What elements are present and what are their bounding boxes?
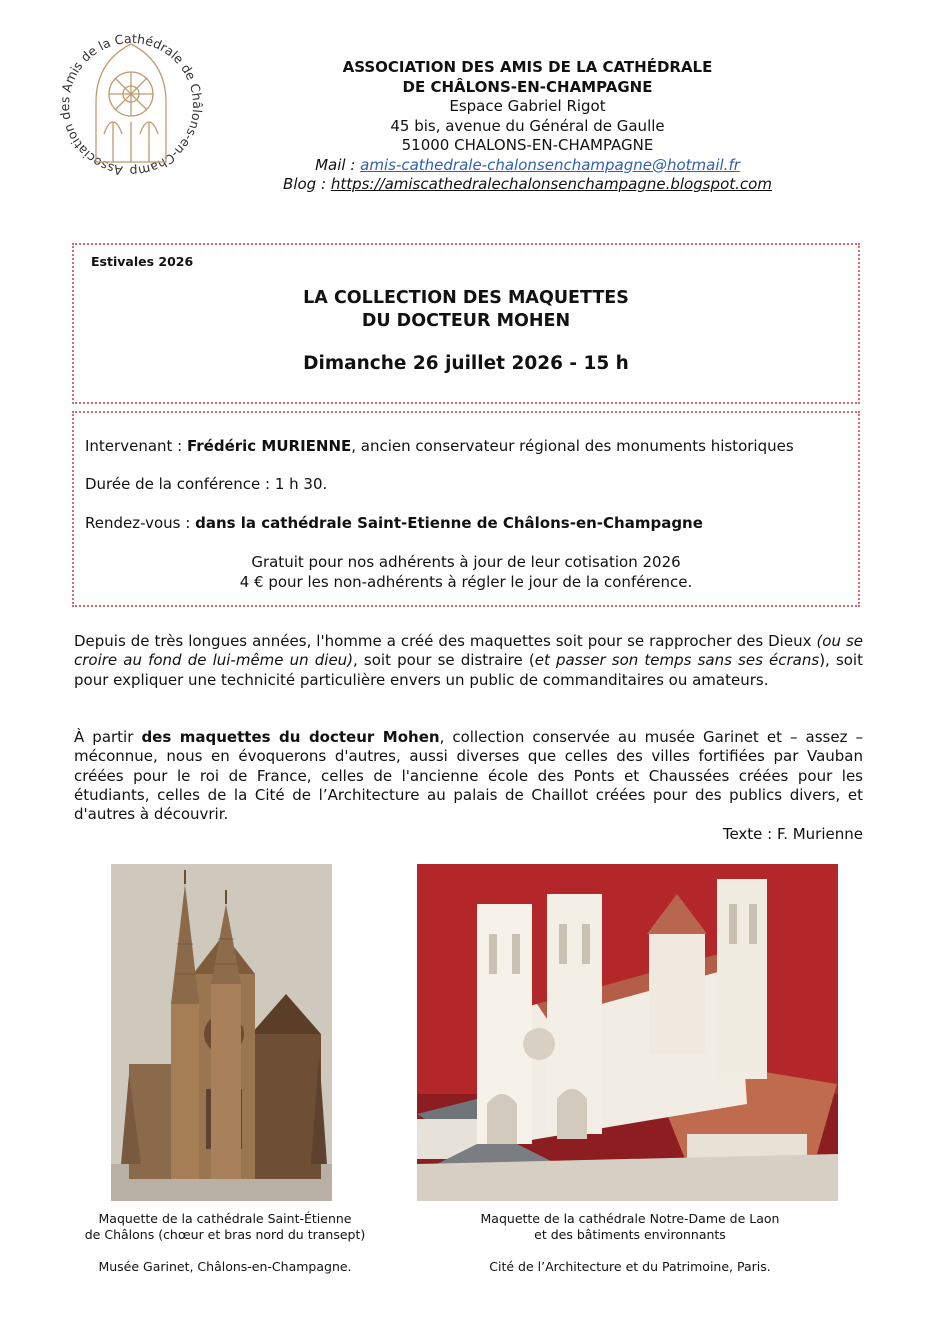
caption-right-place: Cité de l’Architecture et du Patrimoine, Paris.: [489, 1259, 771, 1274]
photo-laon-model: [417, 864, 838, 1201]
caption-left-line2: de Châlons (chœur et bras nord du transept): [84, 1227, 366, 1242]
paragraph-collection: [74, 728, 863, 824]
event-title-line2: DU DOCTEUR MOHEN: [361, 311, 571, 331]
event-date: Dimanche 26 juillet 2026 - 15 h: [303, 353, 629, 374]
org-name-line1: ASSOCIATION DES AMIS DE LA CATHÉDRALE: [342, 58, 713, 76]
event-title-line1: LA COLLECTION DES MAQUETTES: [303, 288, 629, 308]
meeting-label: Rendez-vous :: [85, 514, 196, 532]
blog-row: [240, 175, 815, 195]
blog-link[interactable]: https://amiscathedralechalonsenchampagne.blogspot.com: [330, 175, 772, 193]
photo-chalons-model: [111, 864, 332, 1201]
logo-ring-text: Association des Amis de la Cathédrale de Châlons-en-Champ: [56, 30, 206, 180]
p1-text-e: ), soit pour expliquer une technicité particulière envers un public de commanditaires ou amateurs.: [74, 651, 863, 689]
caption-right-line1: Maquette de la cathédrale Notre-Dame de Laon: [480, 1211, 780, 1226]
speaker-name: Frédéric MURIENNE: [187, 437, 352, 455]
p2-text-a: À partir: [74, 728, 142, 746]
caption-right: [420, 1211, 840, 1243]
p2-text-b: des maquettes du docteur Mohen: [141, 728, 440, 746]
mail-label: Mail :: [315, 155, 356, 174]
mail-link[interactable]: amis-cathedrale-chalonsenchampagne@hotmail.fr: [360, 155, 740, 174]
speaker-line: [85, 437, 794, 455]
address-line3: 51000 CHALONS-EN-CHAMPAGNE: [401, 136, 654, 154]
details-box: [72, 411, 860, 607]
event-box: [72, 243, 860, 404]
p1-text-c: , soit pour se distraire (: [353, 651, 535, 670]
mail-row: [240, 156, 815, 176]
speaker-label: Intervenant :: [85, 437, 187, 455]
address-line2: 45 bis, avenue du Général de Gaulle: [390, 116, 665, 135]
header: [240, 58, 815, 195]
org-name-line2: DE CHÂLONS-EN-CHAMPAGNE: [402, 77, 653, 96]
p1-text-d: et passer son temps sans ses écrans: [534, 651, 820, 670]
duration-line: Durée de la conférence : 1 h 30.: [85, 475, 328, 493]
p1-text-a: Depuis de très longues années, l'homme a créé des maquettes soit pour se rapprocher des Dieux: [74, 632, 817, 650]
event-tag: Estivales 2026: [91, 254, 194, 269]
meeting-line: [85, 514, 703, 532]
paragraph-intro: [74, 632, 863, 690]
meeting-place: dans la cathédrale Saint-Etienne de Châlons-en-Champagne: [195, 514, 703, 532]
blog-label: Blog :: [283, 175, 327, 193]
price-line1: Gratuit pour nos adhérents à jour de leur cotisation 2026: [251, 553, 681, 571]
price-info: [74, 552, 858, 592]
text-credit: Texte : F. Murienne: [722, 825, 863, 843]
caption-left-place: Musée Garinet, Châlons-en-Champagne.: [98, 1259, 352, 1274]
association-logo: [46, 22, 216, 192]
caption-right-line2: et des bâtiments environnants: [534, 1227, 726, 1242]
caption-left: [55, 1211, 395, 1243]
caption-left-line1: Maquette de la cathédrale Saint-Étienne: [98, 1211, 352, 1226]
price-line2: 4 € pour les non-adhérents à régler le jour de la conférence.: [239, 573, 693, 591]
address-line1: Espace Gabriel Rigot: [449, 97, 606, 115]
p1-text-b: (ou se croire au fond de lui-même un dieu): [74, 632, 863, 670]
event-title: [74, 287, 858, 333]
speaker-role: , ancien conservateur régional des monuments historiques: [351, 437, 794, 455]
p2-text-c: , collection conservée au musée Garinet et – assez – méconnue, nous en évoquerons d'autres, aussi diverses que celles des villes fortifiées par Vauban créées pour le roi de France, celles de l'ancienne école des Ponts et Chaussées créées pour les étudiants, celles de la Cité de l’Architecture au palais de Chaillot créées pour des publics divers, et d'autres à découvrir.: [74, 728, 863, 824]
